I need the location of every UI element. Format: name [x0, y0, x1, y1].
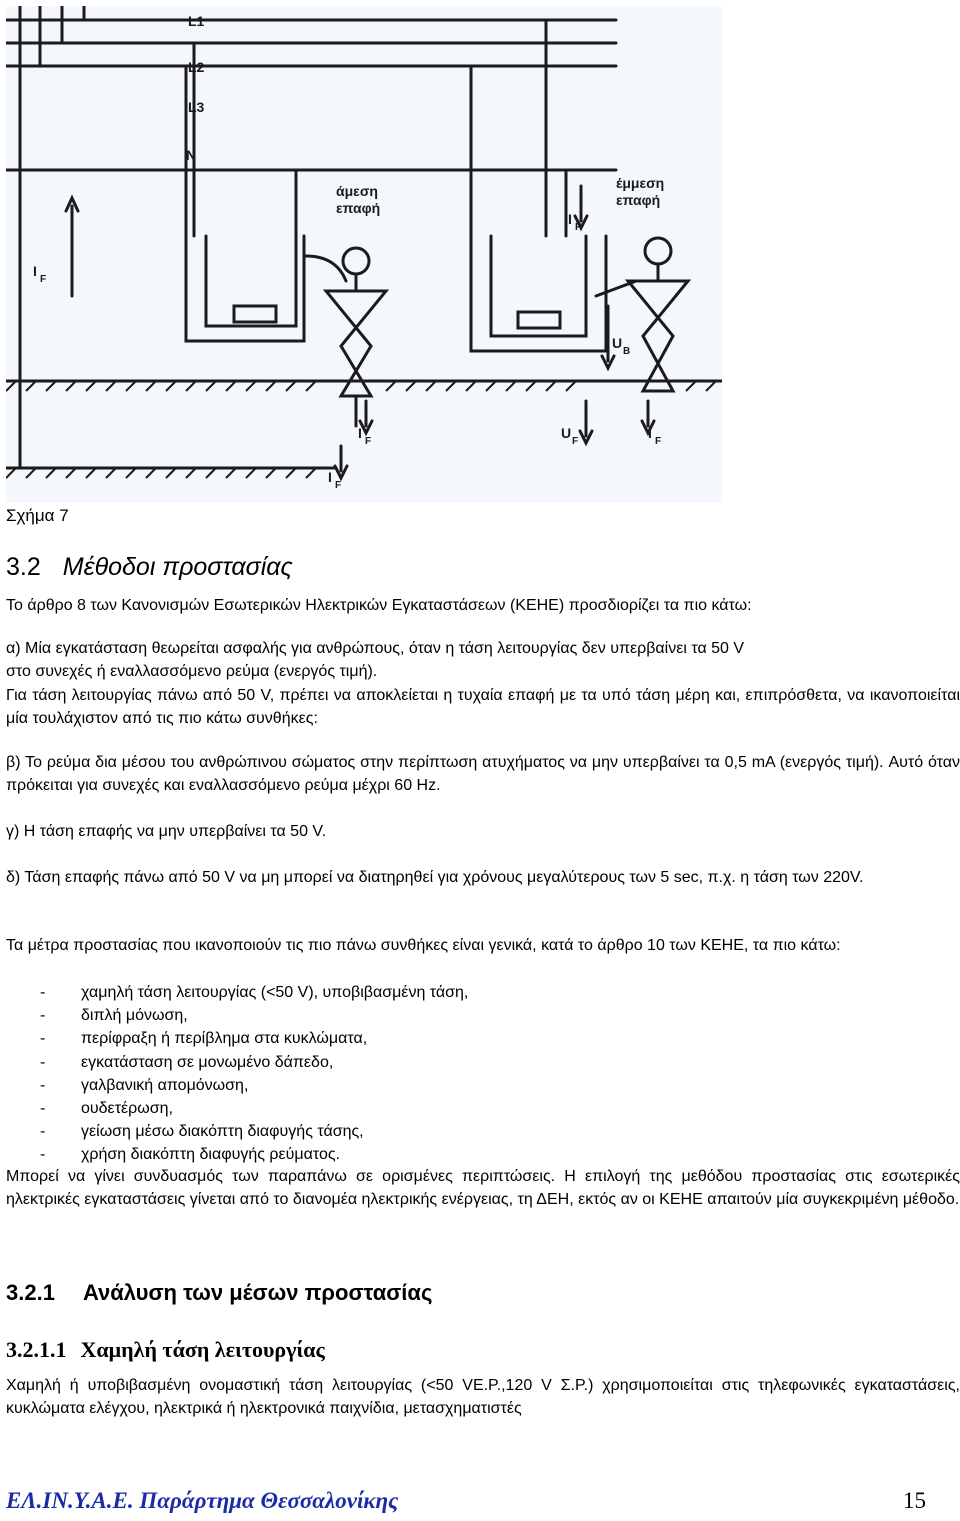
- subsection-title: Ανάλυση των μέσων προστασίας: [82, 1280, 433, 1305]
- label-if-top: I: [568, 211, 572, 227]
- paragraph-measures: Τα μέτρα προστασίας που ικανοποιούν τις πιο πάνω συνθήκες είναι γενικά, κατά το άρθρο 10 των ΚΕΗΕ, τα πιο κάτω:: [6, 937, 841, 954]
- label-if-mid-sub: F: [365, 436, 372, 447]
- paragraph-combination: Μπορεί να γίνει συνδυασμός των παραπάνω σε ορισμένες περιπτώσεις. Η επιλογή της μεθόδου προστασίας στις εσωτερικές ηλεκτρικές εγκαταστάσεις γίνεται από το διανομέα ηλεκτρικής ενέργειας, τη ΔΕΗ, εκτός αν οι ΚΕΗΕ απαιτούν μία συγκεκριμένη μέθοδο.: [6, 1168, 960, 1208]
- footer-text: ΕΛ.ΙΝ.Υ.Α.Ε. Παράρτημα Θεσσαλονίκης: [6, 1488, 399, 1513]
- subsubsection-number: 3.2.1.1: [6, 1337, 67, 1362]
- label-if-mid: I: [358, 425, 362, 441]
- list-item: - εγκατάσταση σε μονωμένο δάπεδο,: [40, 1053, 334, 1071]
- label-indirect-2: επαφή: [616, 192, 661, 208]
- paragraph-low-voltage: Χαμηλή ή υποβιβασμένη ονομαστική τάση λειτουργίας (<50 VE.P.,120 V Σ.Ρ.) χρησιμοποιείται στις τηλεφωνικές εγκαταστάσεις, κυκλώματα ελέγχου, ηλεκτρικά ή ηλεκτρονικά παιχνίδια, μετασχηματιστές: [6, 1377, 960, 1417]
- subsubsection-heading: [6, 1337, 325, 1363]
- label-n: N: [186, 147, 197, 163]
- list-item: - περίφραξη ή περίβλημα στα κυκλώματα,: [40, 1030, 368, 1048]
- list-item: - γείωση μέσω διακόπτη διαφυγής τάσης,: [40, 1123, 364, 1141]
- paragraph-d: δ) Τάση επαφής πάνω από 50 V να μη μπορεί να διατηρηθεί για χρόνους μεγαλύτερους των 5 sec, π.χ. η τάση των 220V.: [6, 869, 864, 886]
- diagram-svg: [6, 6, 722, 503]
- label-uf-sub: F: [572, 436, 579, 447]
- subsubsection-title: Χαμηλή τάση λειτουργίας: [80, 1337, 325, 1362]
- list-item: - χαμηλή τάση λειτουργίας (<50 V), υποβιβασμένη τάση,: [40, 984, 469, 1001]
- label-indirect-1: έμμεση: [616, 175, 665, 191]
- label-direct-2: επαφή: [336, 200, 381, 216]
- measures-list: [6, 981, 468, 1167]
- label-ub: U: [612, 335, 623, 351]
- section-title: Μέθοδοι προστασίας: [62, 553, 293, 581]
- label-if-bottom-sub: F: [335, 480, 342, 491]
- label-if-top-sub: F: [575, 222, 582, 233]
- subsection-number: 3.2.1: [6, 1280, 55, 1305]
- paragraph-b: β) Το ρεύμα δια μέσου του ανθρώπινου σώματος στην περίπτωση ατυχήματος να μην υπερβαίνει τα 0,5 mA (ενεργός τιμή). Αυτό όταν πρόκειται για συνεχές και εναλλασσόμενο ρεύμα μέχρι 60 Hz.: [6, 754, 960, 794]
- list-item: - χρήση διακόπτη διαφυγής ρεύματος.: [40, 1146, 340, 1164]
- paragraph-intro: Το άρθρο 8 των Κανονισμών Εσωτερικών Ηλεκτρικών Εγκαταστάσεων (ΚΕΗΕ) προσδιορίζει τα πιο κάτω:: [6, 597, 752, 614]
- paragraph-a-line2: στο συνεχές ή εναλλασσόμενο ρεύμα (ενεργός τιμή).: [6, 663, 378, 680]
- label-l2: L2: [188, 59, 205, 75]
- label-if-right: I: [648, 425, 652, 441]
- figure-electrical-contact-diagram: [6, 6, 722, 503]
- paragraph-a-line1: α) Μία εγκατάσταση θεωρείται ασφαλής για ανθρώπους, όταν η τάση λειτουργίας δεν υπερβαίνει τα 50 V: [6, 640, 745, 657]
- paragraph-above-50v: Για τάση λειτουργίας πάνω από 50 V, πρέπει να αποκλείεται η τυχαία επαφή με τα υπό τάση μέρη και, επιπρόσθετα, να ικανοποιείται μία τουλάχιστον από τις πιο κάτω συνθήκες:: [6, 687, 960, 727]
- label-if-left-sub: F: [40, 274, 47, 285]
- page-footer: [6, 1488, 926, 1514]
- figure-caption: Σχήμα 7: [6, 506, 69, 525]
- label-if-bottom: I: [328, 469, 332, 485]
- list-item: - διπλή μόνωση,: [40, 1007, 188, 1025]
- label-if-right-sub: F: [655, 436, 662, 447]
- paragraph-c: γ) Η τάση επαφής να μην υπερβαίνει τα 50 V.: [6, 823, 327, 840]
- label-l1: L1: [188, 13, 205, 29]
- section-heading: [6, 553, 293, 582]
- subsection-heading: [6, 1280, 432, 1306]
- list-item: - ουδετέρωση,: [40, 1100, 173, 1118]
- label-l3: L3: [188, 99, 205, 115]
- label-uf: U: [561, 425, 572, 441]
- label-direct-1: άμεση: [336, 183, 378, 199]
- section-number: 3.2: [6, 553, 41, 581]
- page-number: 15: [903, 1488, 926, 1513]
- label-if-left: I: [33, 263, 37, 279]
- label-ub-sub: B: [623, 346, 631, 357]
- list-item: - γαλβανική απομόνωση,: [40, 1076, 249, 1094]
